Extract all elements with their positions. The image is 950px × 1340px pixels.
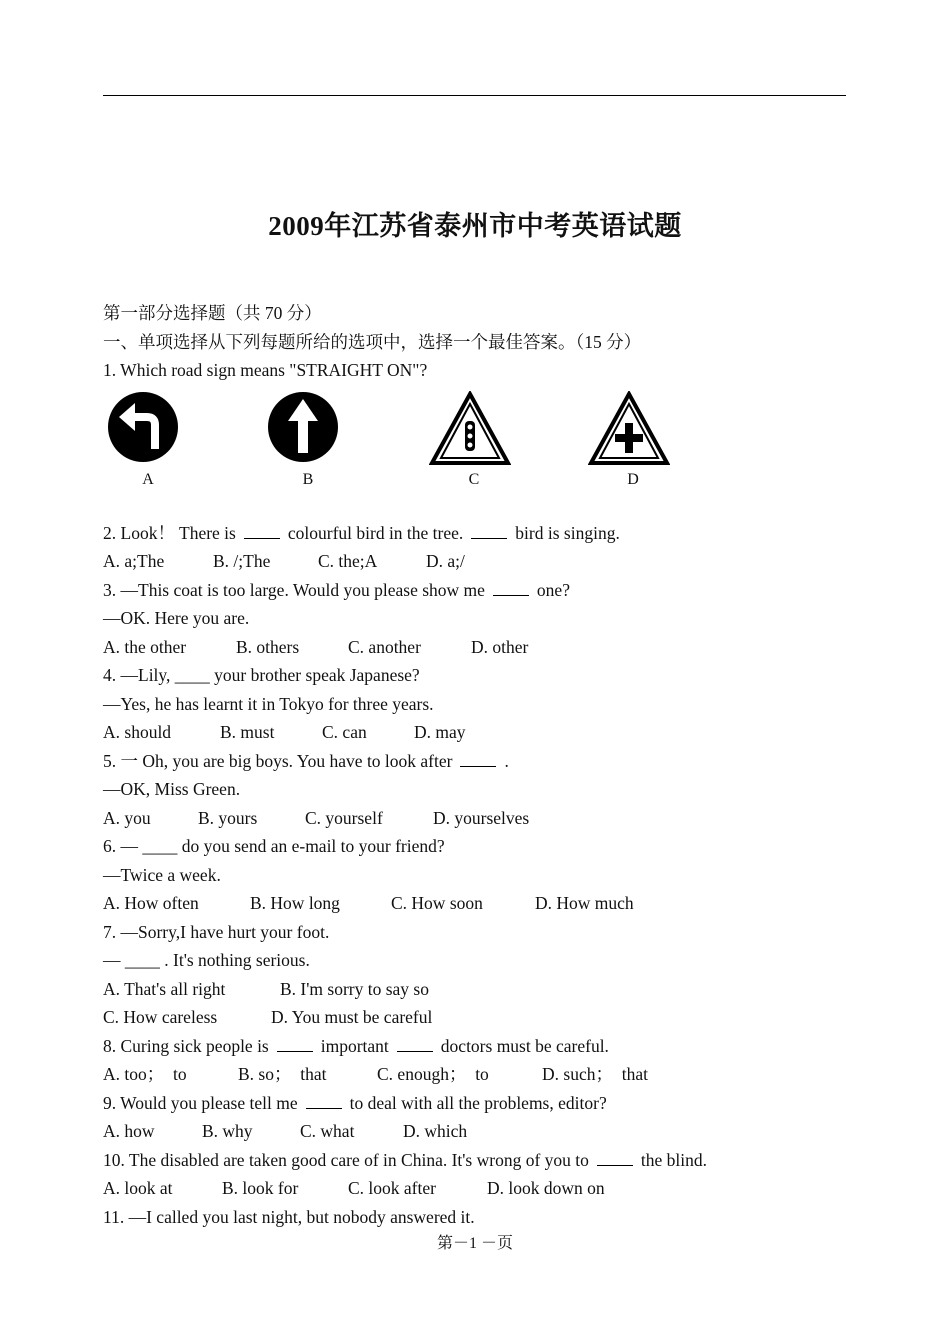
q2-text-b: colourful bird in the tree.	[287, 522, 464, 543]
question-3	[103, 576, 863, 605]
question-2-options	[103, 547, 863, 576]
straight-on-sign-icon	[263, 391, 341, 467]
q9-text-b: to deal with all the problems, editor?	[349, 1092, 607, 1113]
question-4-options	[103, 718, 863, 747]
question-6-options	[103, 889, 863, 918]
header-rule	[103, 95, 846, 96]
option-d: D. which	[403, 1121, 468, 1141]
q9-text-a: 9. Would you please tell me	[103, 1092, 298, 1113]
question-6-reply: —Twice a week.	[103, 864, 221, 885]
option-c: C. enough； to	[377, 1064, 489, 1084]
option-d: D. such； that	[542, 1064, 648, 1084]
option-a: A. a;The	[103, 551, 165, 571]
q2-text-a: 2. Look！ There is	[103, 522, 236, 543]
option-d: D. You must be careful	[271, 1007, 433, 1027]
page-title: 2009年江苏省泰州市中考英语试题	[268, 211, 682, 241]
q10-text-a: 10. The disabled are taken good care of in China. It's wrong of you to	[103, 1149, 589, 1170]
option-a: A. That's all right	[103, 978, 226, 999]
option-a: A. should	[103, 722, 172, 742]
sign-option-d	[588, 391, 678, 511]
answer-blank	[397, 1037, 433, 1052]
answer-blank	[306, 1094, 342, 1109]
question-11: 11. —I called you last night, but nobody answered it.	[103, 1206, 475, 1227]
question-7: 7. —Sorry,I have hurt your foot.	[103, 921, 330, 942]
option-b: B. must	[220, 722, 275, 742]
q5-text-a: 5. 一 Oh, you are big boys. You have to look after	[103, 750, 453, 771]
q5-text-b: .	[504, 750, 509, 771]
q3-text-a: 3. —This coat is too large. Would you please show me	[103, 579, 485, 600]
option-b: B. why	[202, 1121, 253, 1141]
answer-blank	[277, 1037, 313, 1052]
option-d: D. other	[471, 636, 529, 657]
question-5-options	[103, 804, 863, 833]
exam-content	[103, 299, 863, 1231]
option-b: B. /;The	[213, 551, 271, 571]
question-10	[103, 1146, 863, 1175]
option-a: A. How often	[103, 893, 199, 913]
question-3-reply: —OK. Here you are.	[103, 608, 250, 628]
question-7-options-row2	[103, 1003, 863, 1032]
question-5	[103, 747, 863, 776]
sign-option-a	[103, 391, 193, 511]
sign-label-a: A	[142, 470, 154, 488]
answer-blank	[460, 752, 496, 767]
turn-left-sign-icon	[103, 391, 181, 467]
option-c: C. can	[322, 722, 367, 742]
sign-label-d: D	[627, 470, 639, 488]
option-c: C. How soon	[391, 893, 483, 913]
question-1: 1. Which road sign means "STRAIGHT ON"?	[103, 360, 428, 380]
option-d: D. look down on	[487, 1178, 605, 1198]
question-2	[103, 519, 863, 548]
option-c: C. yourself	[305, 807, 383, 828]
question-5-reply: —OK, Miss Green.	[103, 779, 241, 799]
option-c: C. what	[300, 1121, 355, 1141]
option-c: C. the;A	[318, 551, 378, 571]
option-a: A. look at	[103, 1178, 173, 1198]
option-b: B. yours	[198, 807, 258, 828]
question-7-reply: — ____ . It's nothing serious.	[103, 950, 310, 970]
option-b: B. I'm sorry to say so	[280, 978, 429, 999]
page-footer: 第－1 －页	[436, 1235, 513, 1252]
q8-text-a: 8. Curing sick people is	[103, 1035, 269, 1056]
option-a: A. too； to	[103, 1064, 187, 1084]
option-a: A. how	[103, 1121, 155, 1141]
question-10-options	[103, 1174, 863, 1203]
question-3-options	[103, 633, 863, 662]
question-9-options	[103, 1117, 863, 1146]
q2-text-c: bird is singing.	[515, 522, 620, 543]
question-8-options	[103, 1060, 863, 1089]
q3-text-b: one?	[536, 579, 570, 600]
option-b: B. How long	[250, 893, 340, 913]
sign-option-c	[429, 391, 519, 511]
question-9	[103, 1089, 863, 1118]
option-b: B. look for	[222, 1178, 299, 1198]
option-d: D. yourselves	[433, 807, 530, 828]
q8-text-b: important	[320, 1035, 389, 1056]
option-c: C. another	[348, 636, 421, 657]
question-4: 4. —Lily, ____ your brother speak Japanese?	[103, 665, 420, 685]
sign-label-b: B	[302, 470, 314, 488]
option-c: C. How careless	[103, 1007, 218, 1027]
option-d: D. may	[414, 722, 466, 742]
option-b: B. others	[236, 636, 300, 657]
option-a: A. you	[103, 807, 151, 828]
answer-blank	[471, 524, 507, 539]
crossroads-warning-sign-icon	[588, 391, 670, 467]
section-heading: 一、单项选择从下列每题所给的选项中，选择一个最佳答案。（15 分）	[103, 331, 642, 352]
option-d: D. a;/	[426, 551, 465, 571]
answer-blank	[597, 1151, 633, 1166]
question-4-reply: —Yes, he has learnt it in Tokyo for three years.	[103, 693, 434, 714]
question-6: 6. — ____ do you send an e-mail to your friend?	[103, 836, 445, 856]
question-8	[103, 1032, 863, 1061]
sign-label-c: C	[468, 470, 480, 488]
sign-option-b	[263, 391, 353, 511]
option-c: C. look after	[348, 1178, 436, 1198]
option-b: B. so； that	[238, 1064, 327, 1084]
question-7-options-row1	[103, 975, 863, 1004]
option-d: D. How much	[535, 893, 634, 913]
road-signs	[103, 385, 863, 519]
option-a: A. the other	[103, 636, 187, 657]
part-heading: 第一部分选择题（共 70 分）	[103, 303, 322, 323]
traffic-light-warning-sign-icon	[429, 391, 511, 467]
q8-text-c: doctors must be careful.	[440, 1035, 609, 1056]
answer-blank	[493, 581, 529, 596]
answer-blank	[244, 524, 280, 539]
q10-text-b: the blind.	[640, 1149, 708, 1170]
